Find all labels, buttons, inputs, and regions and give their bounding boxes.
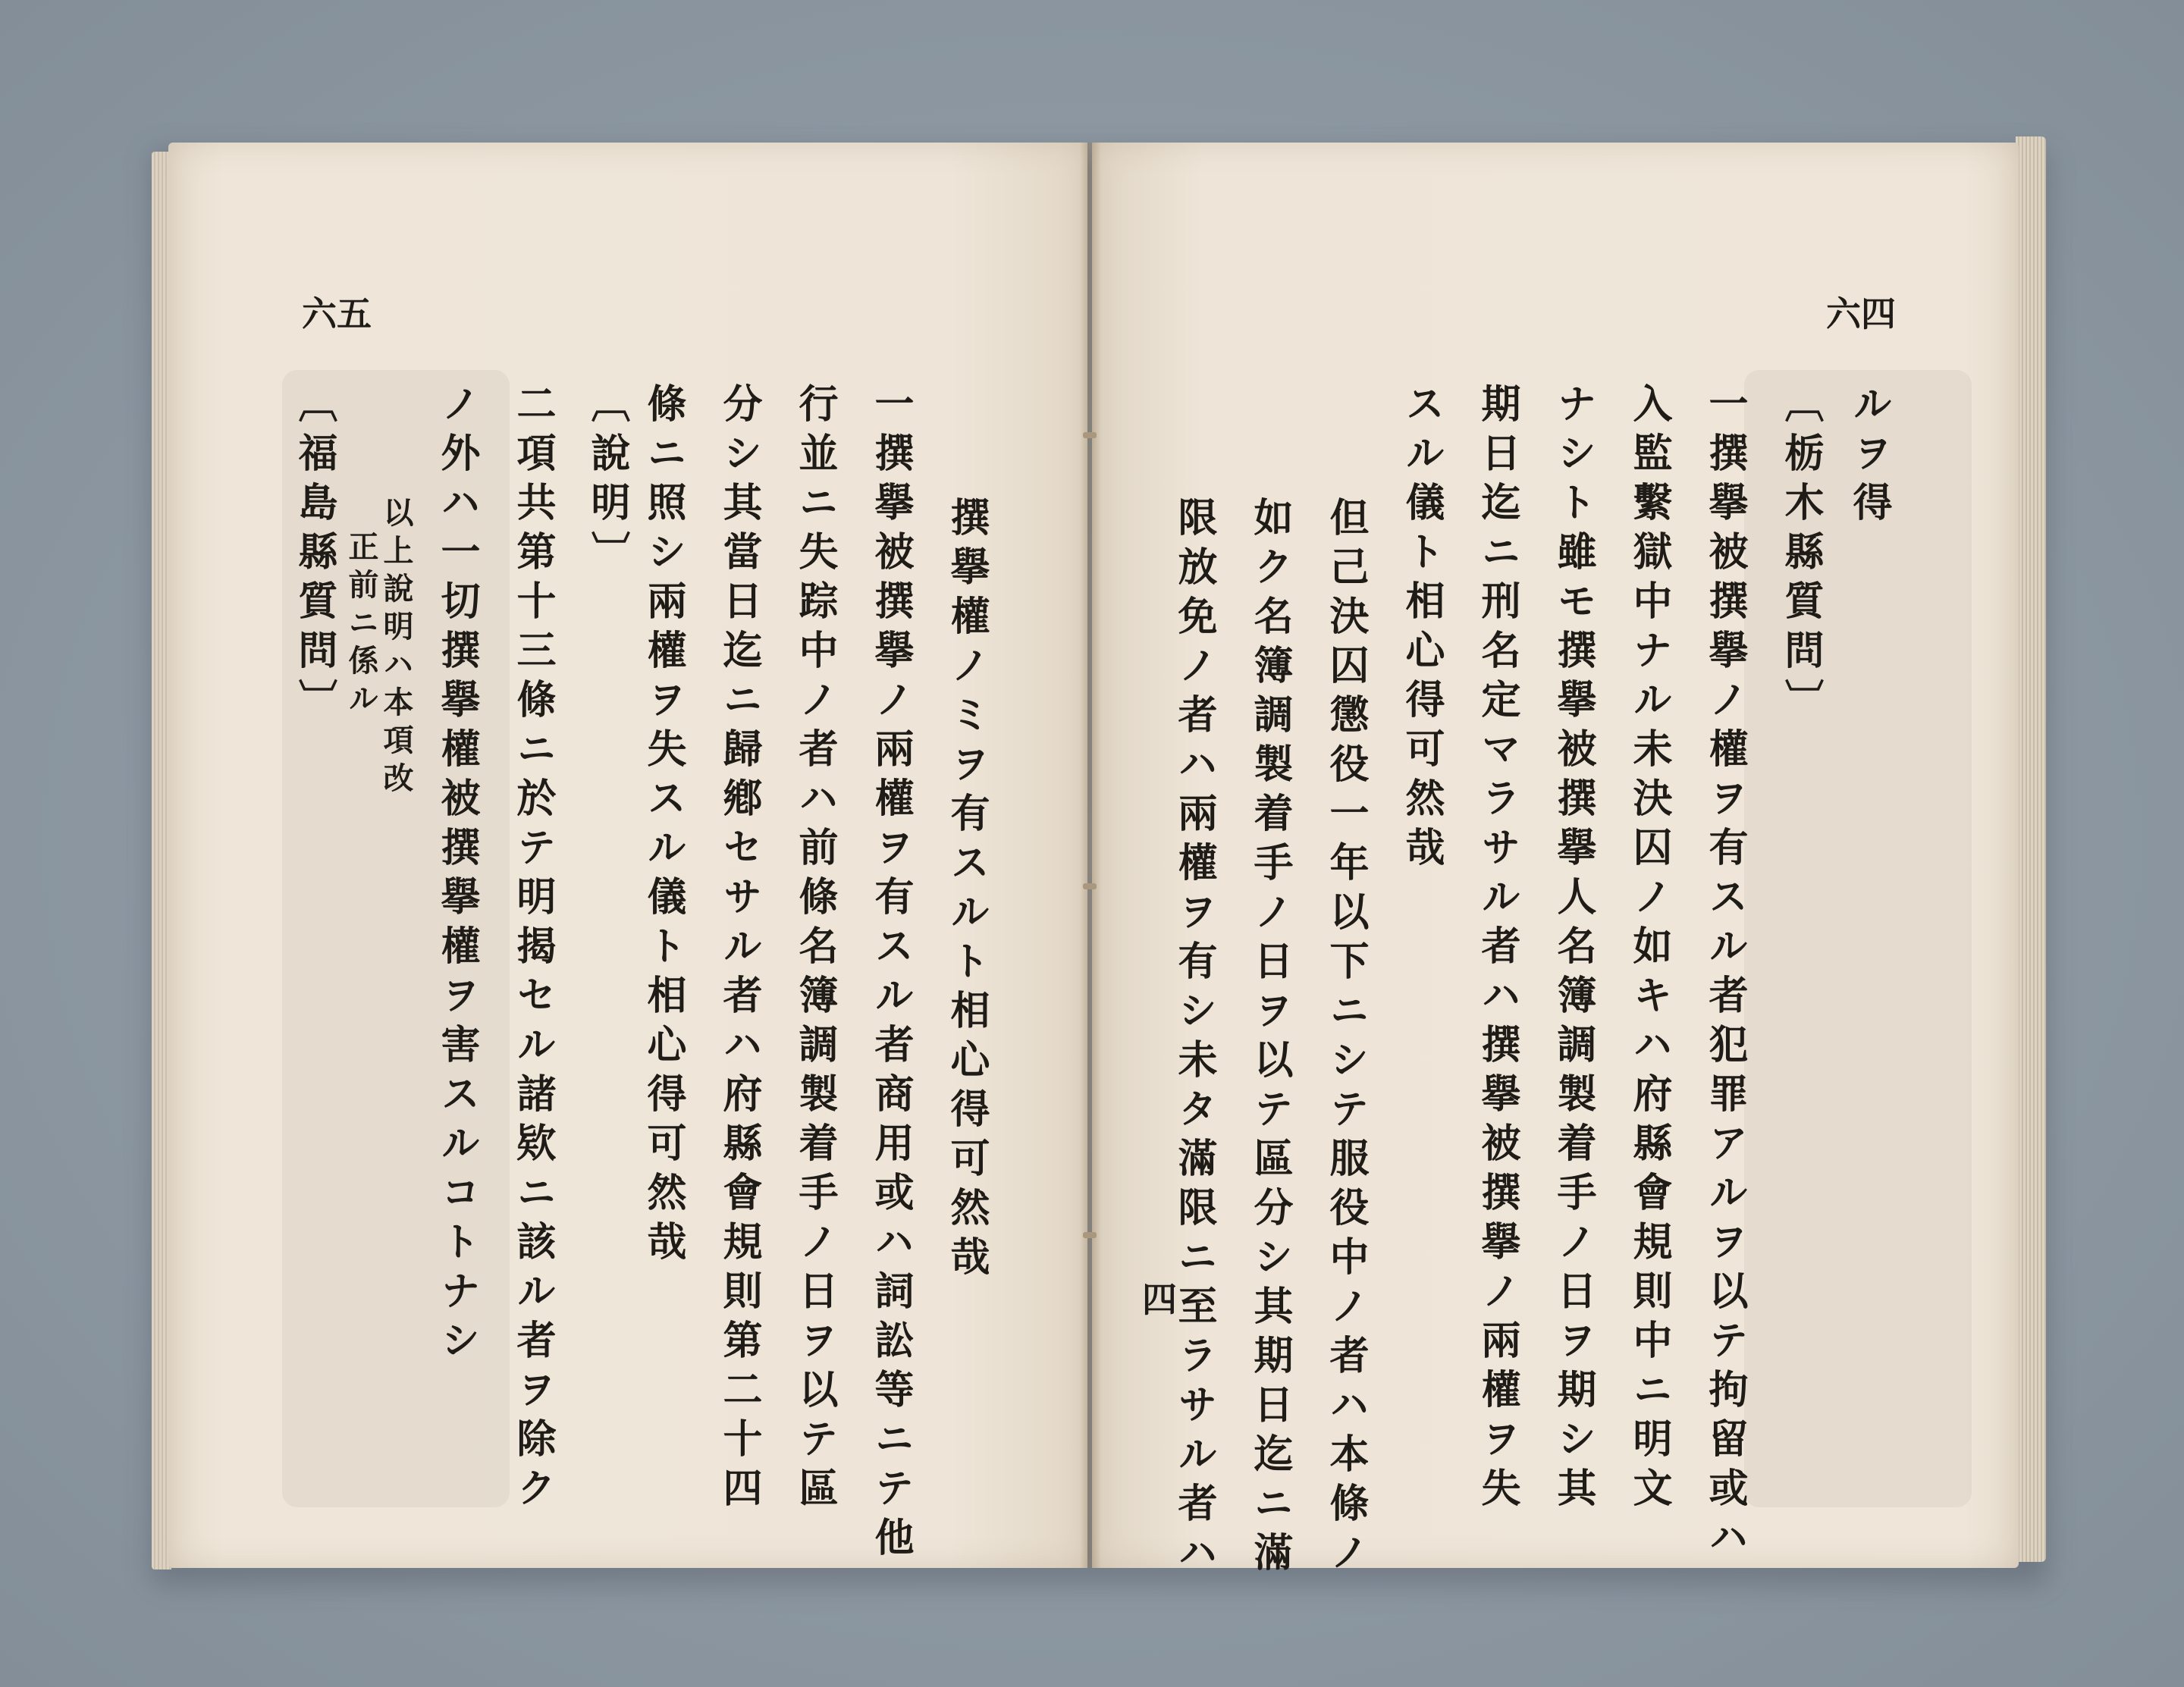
text-column: 如ク名簿調製着手ノ日ヲ以テ區分シ其期日迄ニ滿 [1247,497,1293,1581]
section-heading: 〔福島縣質問〕 [291,383,337,728]
text-column: 一撰擧被撰擧ノ權ヲ有スル者犯罪アルヲ以テ拘留或ハ [1702,383,1748,1566]
text-column: スル儀ト相心得可然哉 [1398,383,1445,876]
text-column: 期日迄ニ刑名定マラサル者ハ撰擧被撰擧ノ兩權ヲ失 [1474,383,1520,1516]
page-number-left: 六五 [302,293,372,334]
binding-stitch [1083,432,1097,438]
text-column: 但己決囚懲役一年以下ニシテ服役中ノ者ハ本條ノ [1323,497,1369,1581]
text-column: 限放免ノ者ハ兩權ヲ有シ未タ滿限ニ至ラサル者ハ [1171,497,1217,1581]
book-gutter [1080,143,1101,1568]
note-column: 正前ニ係ル [344,531,379,720]
text-column: 分シ其當日迄ニ歸鄕セサル者ハ府縣會規則第二十四 [716,383,762,1516]
text-column: 撰擧權ノミヲ有スルト相心得可然哉 [943,497,990,1285]
note-column: 以上說明ハ本項改 [378,497,414,800]
page-number-right: 六四 [1826,293,1896,334]
section-heading: 〔栃木縣質問〕 [1778,383,1824,728]
text-column: ノ外ハ一切撰擧權被撰擧權ヲ害スルコトナシ [434,383,480,1369]
footer-mark: 四 [1142,1279,1177,1320]
text-column: 條ニ照シ兩權ヲ失スル儀ト相心得可然哉 [640,383,686,1270]
text-column: 行並ニ失踪中ノ者ハ前條名簿調製着手ノ日ヲ以テ區 [792,383,838,1516]
text-column: ルヲ得 [1846,383,1892,531]
text-column: 二項共第十三條ニ於テ明揭セル諸欵ニ該ル者ヲ除ク [510,383,556,1516]
right-page-edges [2016,136,2046,1562]
section-heading: 〔說明〕 [584,383,630,580]
text-column: 一撰擧被撰擧ノ兩權ヲ有スル者商用或ハ詞訟等ニテ他 [868,383,914,1566]
binding-stitch [1083,1232,1097,1238]
binding-stitch [1083,883,1097,889]
text-column: ナシト雖モ撰擧被撰擧人名簿調製着手ノ日ヲ期シ其 [1550,383,1596,1516]
text-column: 入監繫獄中ナル未決囚ノ如キハ府縣會規則中ニ明文 [1626,383,1672,1516]
